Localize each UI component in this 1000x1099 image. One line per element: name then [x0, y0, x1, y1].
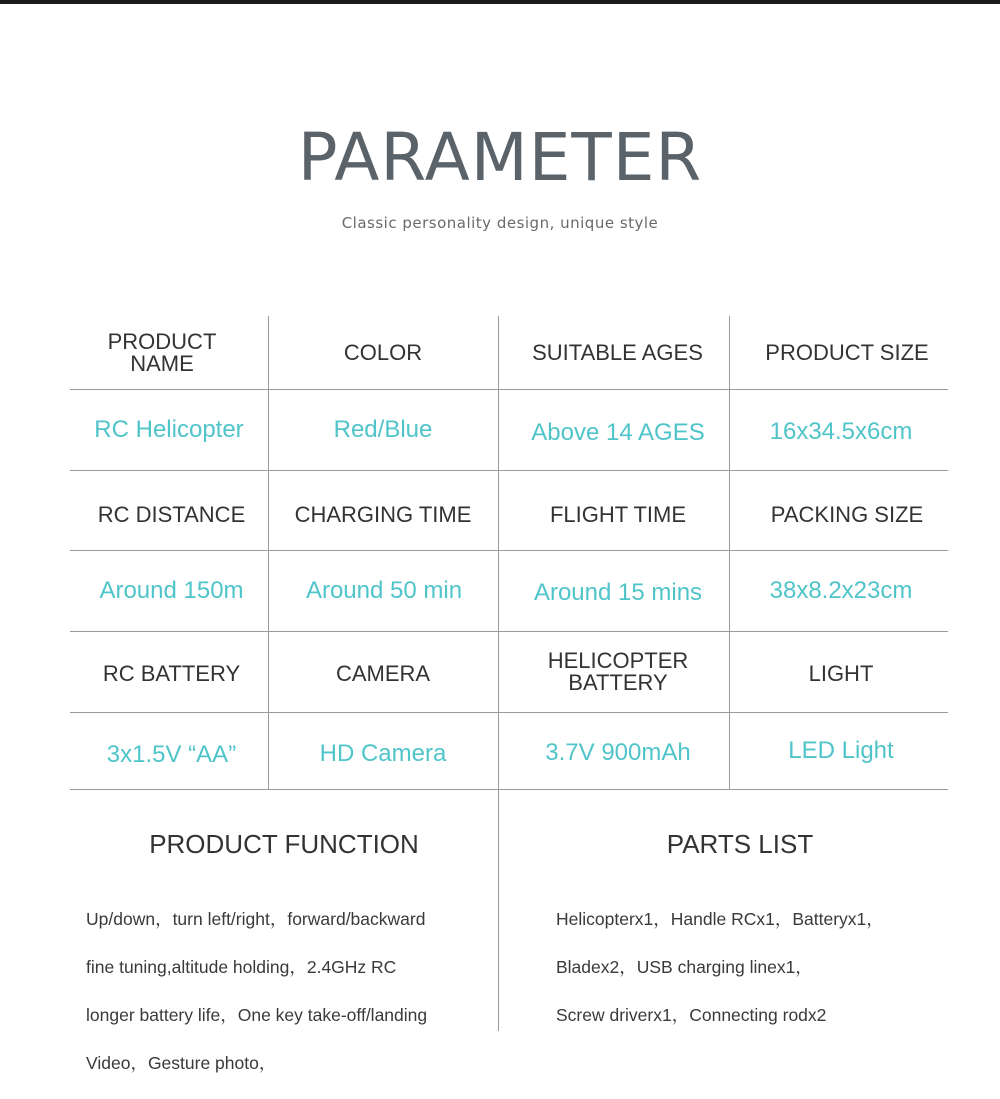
function-line: longer battery life，One key take-off/landing: [86, 1005, 428, 1025]
spec-value: Above 14 AGES: [531, 419, 705, 446]
table-divider: [70, 789, 948, 790]
function-line: Video，Gesture photo，: [86, 1053, 277, 1073]
spec-label: PACKING SIZE: [770, 501, 924, 527]
spec-label: FLIGHT TIME: [549, 501, 687, 527]
spec-label: PRODUCT NAME: [107, 328, 217, 376]
parts-line: Helicopterx1，Handle RCx1，Batteryx1，: [556, 909, 884, 929]
parts-line: Bladex2，USB charging linex1，: [556, 957, 813, 977]
spec-label: CHARGING TIME: [294, 501, 472, 527]
spec-value: LED Light: [788, 737, 894, 764]
parts-line: Screw driverx1，Connecting rodx2: [556, 1005, 827, 1025]
spec-label: CAMERA: [335, 661, 431, 686]
spec-value: HD Camera: [319, 740, 447, 767]
spec-value: 38x8.2x23cm: [769, 577, 913, 604]
spec-value: Around 150m: [99, 577, 244, 604]
product-function-text: [86, 883, 491, 1099]
product-function-title: PRODUCT FUNCTION: [149, 829, 419, 859]
parts-list-text: [556, 883, 976, 1051]
spec-value: Around 15 mins: [533, 579, 703, 606]
function-line: fine tuning,altitude holding，2.4GHz RC: [86, 957, 397, 977]
top-border: [0, 0, 1000, 4]
spec-value: 16x34.5x6cm: [769, 418, 913, 445]
spec-label: LIGHT: [808, 661, 874, 686]
spec-label: COLOR: [343, 339, 423, 365]
spec-label: RC BATTERY: [102, 661, 241, 686]
spec-label: SUITABLE AGES: [532, 339, 703, 365]
spec-value: Around 50 min: [305, 577, 463, 604]
function-line: Up/down，turn left/right，forward/backward: [86, 909, 426, 929]
spec-label: RC DISTANCE: [97, 501, 246, 527]
spec-label: HELICOPTER BATTERY: [547, 648, 689, 695]
page-title: PARAMETER: [297, 119, 703, 196]
parts-list-title: PARTS LIST: [666, 829, 814, 859]
spec-value: RC Helicopter: [94, 416, 244, 443]
spec-label: PRODUCT SIZE: [765, 339, 929, 365]
spec-value: Red/Blue: [333, 416, 433, 443]
page-subtitle: Classic personality design, unique style: [341, 214, 659, 232]
spec-value: 3.7V 900mAh: [545, 739, 691, 766]
spec-value: 3x1.5V “AA”: [106, 741, 237, 768]
